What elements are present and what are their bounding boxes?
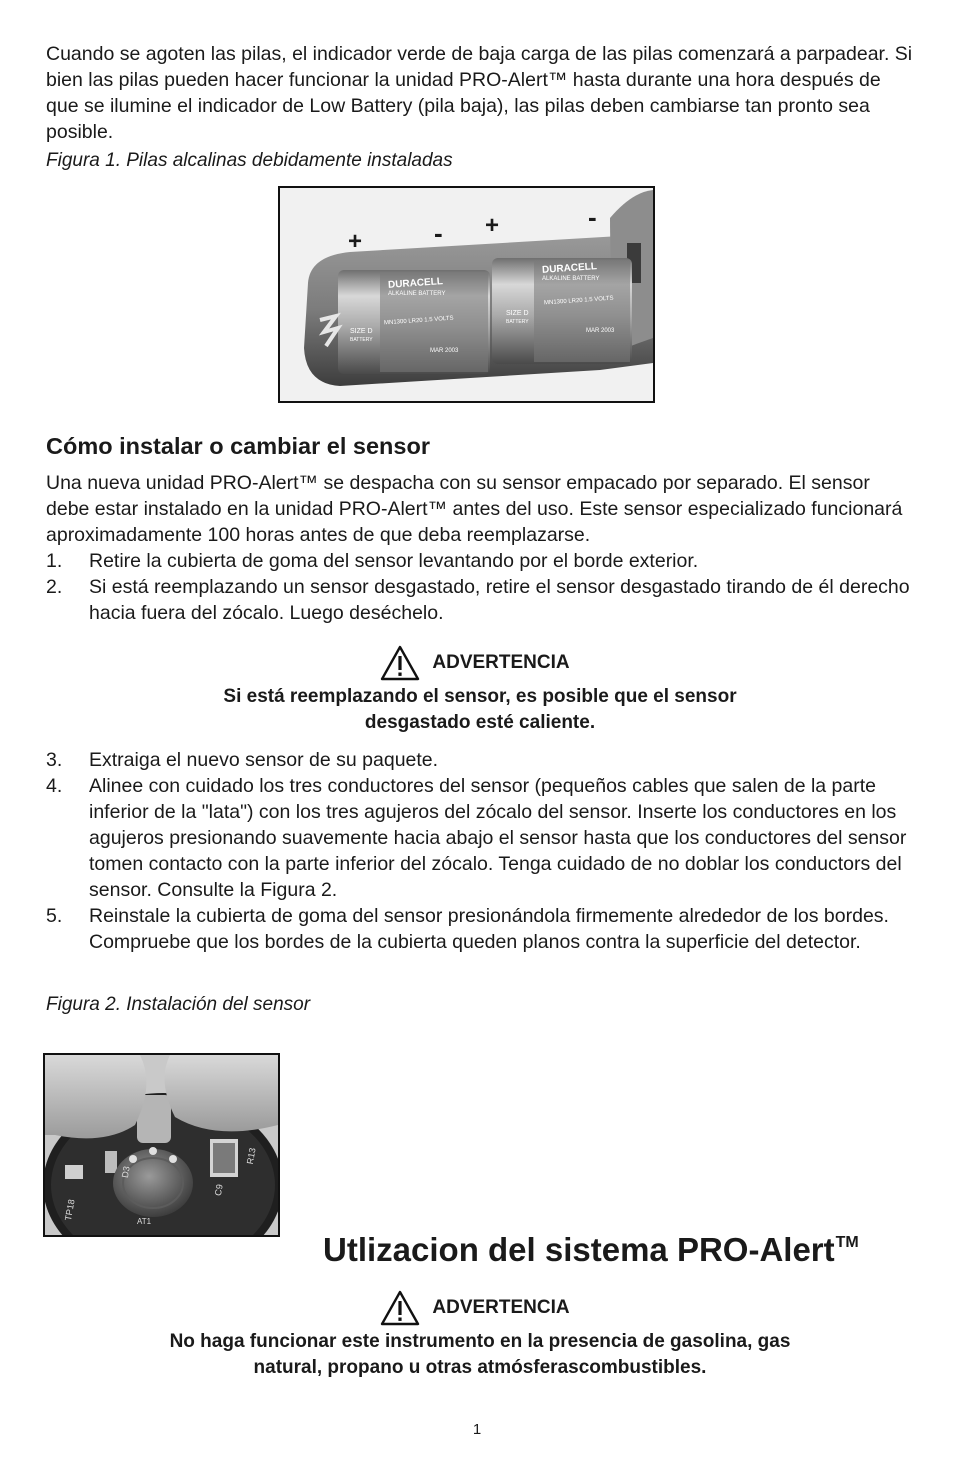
page-number: 1 bbox=[472, 1421, 482, 1438]
batteries-illustration bbox=[280, 188, 653, 401]
battery-2-date: MAR 2003 bbox=[586, 328, 615, 334]
sensor-illustration bbox=[45, 1055, 278, 1235]
minus-sign-2: - bbox=[588, 202, 597, 232]
board-label-d3: D3 bbox=[119, 1165, 132, 1179]
list-item bbox=[46, 747, 912, 773]
battery-2-size-sub: BATTERY bbox=[506, 319, 529, 325]
battery-1-model: MN1300 LR20 1.5 VOLTS bbox=[383, 315, 454, 327]
step-text: Si está reemplazando un sensor desgastado, retire el sensor desgastado tirando de él derecho hacia fuera del zócalo. Luego deséchelo. bbox=[89, 576, 910, 624]
trademark-symbol: TM bbox=[835, 1234, 859, 1251]
step-text: Retire la cubierta de goma del sensor levantando por el borde exterior. bbox=[89, 550, 699, 572]
list-item bbox=[46, 773, 912, 903]
step-text: Reinstale la cubierta de goma del sensor presionándola firmemente alrededor de los bordes. Compruebe que los bordes de la cubierta queden planos contra la superficie del detector. bbox=[89, 905, 889, 953]
step-number: 3. bbox=[46, 749, 63, 771]
battery-1-size: SIZE D bbox=[350, 328, 373, 335]
board-label-at1: AT1 bbox=[137, 1217, 152, 1226]
warning-1-line-2: desgastado esté caliente. bbox=[364, 712, 596, 733]
step-number: 5. bbox=[46, 905, 63, 927]
section-heading-install-sensor: Cómo instalar o cambiar el sensor bbox=[46, 433, 430, 459]
step-text: Alinee con cuidado los tres conductores del sensor (pequeños cables que salen de la parte inferior de la "lata") con los tres agujeros del zócalo del sensor. Inserte los conductores en los agujeros presionando suavemente hacia abajo el sensor hasta que los conductores del sensor tomen contacto con la parte inferior del zócalo. Tenga cuidado de no doblar los conductors del sensor. Consulte la Figura 2. bbox=[89, 775, 907, 901]
step-number: 4. bbox=[46, 775, 63, 797]
warning-2-text bbox=[60, 1329, 900, 1381]
step-number: 2. bbox=[46, 576, 63, 598]
warning-2-line-1: No haga funcionar este instrumento en la presencia de gasolina, gas bbox=[169, 1331, 791, 1352]
warning-triangle-icon bbox=[380, 1290, 420, 1326]
warning-1-label: ADVERTENCIA bbox=[432, 652, 570, 673]
warning-triangle-icon bbox=[380, 645, 420, 681]
step-number: 1. bbox=[46, 550, 63, 572]
battery-2-model: MN1300 LR20 1.5 VOLTS bbox=[543, 295, 614, 307]
warning-1-header bbox=[0, 645, 954, 681]
step-text: Extraiga el nuevo sensor de su paquete. bbox=[89, 749, 439, 771]
battery-1-date: MAR 2003 bbox=[430, 348, 459, 354]
warning-1-text bbox=[80, 684, 880, 736]
battery-2-sub: ALKALINE BATTERY bbox=[542, 276, 600, 282]
warning-2-label: ADVERTENCIA bbox=[432, 1297, 570, 1318]
intro-paragraph: Cuando se agoten las pilas, el indicador verde de baja carga de las pilas comenzará a parpadear. Si bien las pilas pueden hacer funcionar la unidad PRO-Alert™ hasta durante una hora después de que se ilumine el indicador de Low Battery (pila baja), las pilas deben cambiarse tan pronto sea posible. bbox=[46, 43, 913, 143]
battery-1-brand: DURACELL bbox=[387, 276, 444, 291]
battery-2-brand: DURACELL bbox=[541, 261, 598, 276]
section-title-text: Utlizacion del sistema PRO-Alert bbox=[323, 1231, 835, 1268]
figure-1-batteries-image bbox=[278, 186, 655, 403]
list-item bbox=[46, 574, 912, 626]
figure-1-caption: Figura 1. Pilas alcalinas debidamente instaladas bbox=[46, 150, 453, 171]
board-label-c9: C9 bbox=[212, 1183, 225, 1197]
section-title-using-system bbox=[323, 1231, 859, 1269]
figure-2-sensor-image bbox=[43, 1053, 280, 1237]
battery-1-size-sub: BATTERY bbox=[350, 337, 373, 343]
board-label-r13: R13 bbox=[244, 1146, 258, 1166]
warning-2-line-2: natural, propano u otras atmósferascombustibles. bbox=[253, 1357, 707, 1378]
minus-sign-1: - bbox=[434, 218, 443, 248]
board-label-tp18: TP18 bbox=[62, 1198, 77, 1222]
install-sensor-paragraph: Una nueva unidad PRO-Alert™ se despacha con su sensor empacado por separado. El sensor debe estar instalado en la unidad PRO-Alert™ antes del uso. Este sensor especializado funcionará aproximadamente 100 horas antes de que deba reemplazarse. bbox=[46, 472, 903, 546]
battery-2-size: SIZE D bbox=[506, 310, 529, 317]
plus-sign-1: + bbox=[348, 228, 363, 255]
battery-1-sub: ALKALINE BATTERY bbox=[388, 291, 446, 297]
plus-sign-2: + bbox=[485, 212, 500, 239]
warning-1-line-1: Si está reemplazando el sensor, es posible que el sensor bbox=[223, 686, 737, 707]
list-item bbox=[46, 903, 912, 955]
list-item bbox=[46, 548, 912, 574]
warning-2-header bbox=[0, 1290, 954, 1326]
figure-2-caption: Figura 2. Instalación del sensor bbox=[46, 994, 311, 1015]
